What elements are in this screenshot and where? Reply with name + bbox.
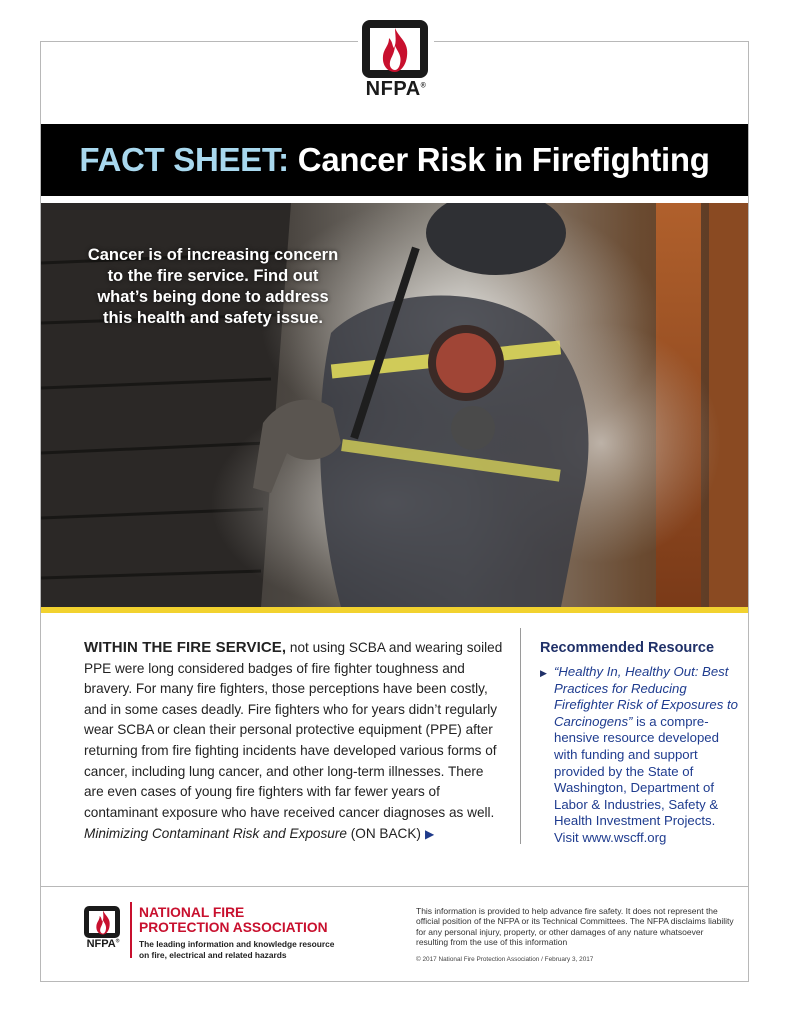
org-name: NATIONAL FIRE PROTECTION ASSOCIATION — [139, 905, 328, 935]
organization-block — [139, 905, 339, 960]
org-tagline: The leading information and knowledge resource on fire, electrical and related hazards — [139, 939, 335, 960]
play-arrow-icon: ▶ — [424, 827, 435, 841]
paragraph-body: not using SCBA and wearing soiled PPE were long considered badges of fire fighter toughness and bravery. For many fire fighters, those perceptions have been costly, and in some cases deadly. Fire fighters who for years didn’t regularly wear SCBA or clean their personal protective equipment (PPE) after returning from fire fighting incidents have developed various forms of cancer, including lung cancer, and other long-term illnesses. There are even cases of young fire fighters with far fewer years of contaminant exposure who have received cancer diagnoses as well. — [84, 640, 503, 820]
logo-wordmark: NFPA® — [86, 938, 120, 950]
title-accent: FACT SHEET: — [79, 141, 289, 178]
copyright: © 2017 National Fire Protection Association / February 3, 2017 — [416, 956, 594, 963]
hero-caption: Cancer is of increasing concern to the fire service. Find out what’s being done to address this health and safety issue. — [87, 246, 339, 327]
paragraph-lead: WITHIN THE FIRE SERVICE, — [84, 639, 287, 656]
resource-link[interactable]: “Healthy In, Healthy Out: Best Practices for Reducing Firefighter Risk of Exposures to Carcinogens” — [554, 664, 738, 729]
title-main: Cancer Risk in Firefighting — [297, 141, 710, 178]
resource-item — [540, 664, 740, 847]
disclaimer: This information is provided to help advance fire safety. It does not represent the official position of the NFPA or its Technical Committees. The NFPA disclaims liability for any personal injury, property, or other damages of any nature whatsoever resulting from the use of this information — [416, 906, 734, 948]
column-divider — [520, 628, 521, 844]
footer-divider — [41, 886, 748, 887]
yellow-divider — [41, 607, 748, 613]
flame-icon — [92, 909, 114, 936]
continued-on-back-link[interactable]: Minimizing Contaminant Risk and Exposure (ON BACK) ▶ — [84, 826, 435, 841]
resource-description: is a comprehensive resource developed with funding and support provided by the State of Washington, Department of Labor & Industries, Safety & Health Investment Projects. Visit www.wscff.org — [554, 713, 719, 845]
page-title — [41, 124, 748, 196]
flame-icon — [375, 26, 415, 74]
logo-wordmark: NFPA® — [365, 78, 427, 100]
recommended-resource — [540, 640, 740, 847]
hero-image — [41, 203, 748, 607]
bullet-arrow-icon: ▶ — [540, 668, 547, 678]
nfpa-logo — [358, 20, 434, 100]
nfpa-footer-logo — [82, 906, 124, 956]
main-paragraph — [84, 638, 504, 823]
org-red-rule — [130, 902, 132, 958]
resource-title: Recommended Resource — [540, 640, 715, 656]
